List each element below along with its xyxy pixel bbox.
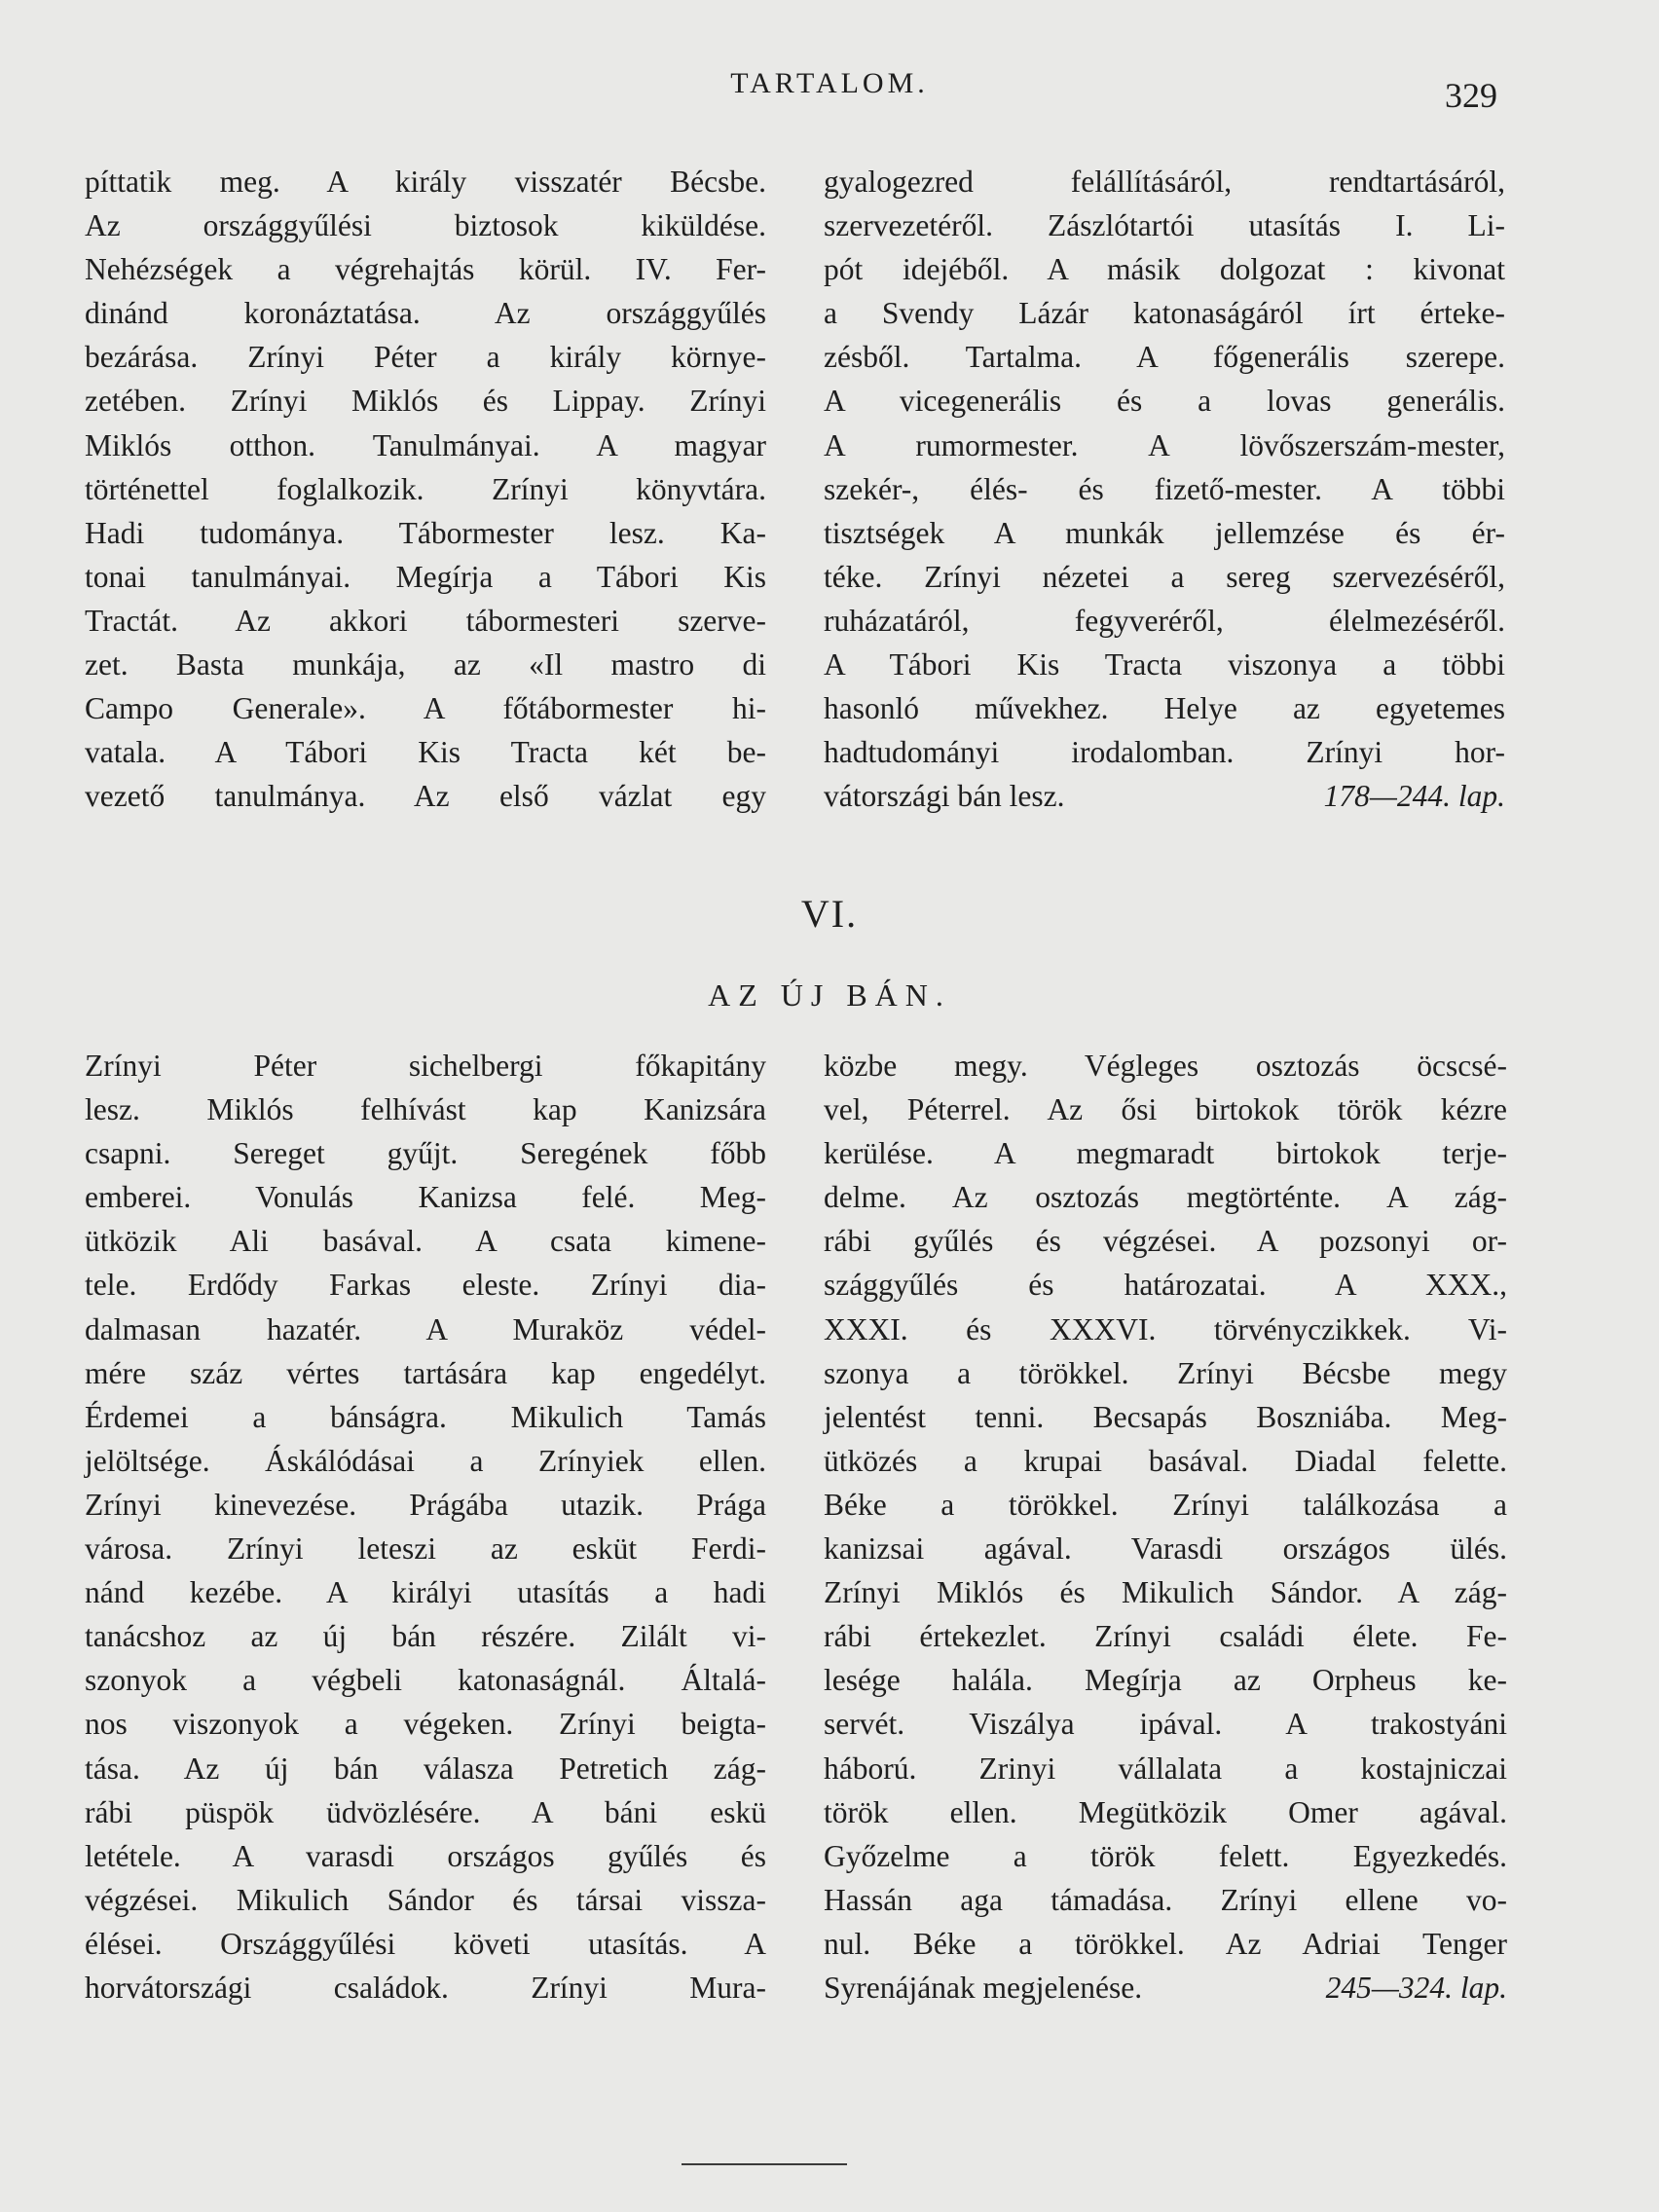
text-line: vel, Péterrel. Az ősi birtokok török kézre [824, 1092, 1507, 1127]
text-line: történettel foglalkozik. Zrínyi könyvtára. [85, 471, 766, 506]
text-line: Zrínyi kinevezése. Prágába utazik. Prága [85, 1487, 766, 1522]
page-reference: 178—244. lap. [1323, 779, 1505, 814]
text-line: kerülése. A megmaradt birtokok terje- [824, 1136, 1507, 1171]
text-line: hasonló művekhez. Helye az egyetemes [824, 691, 1505, 726]
text-line: vezető tanulmánya. Az első vázlat egy [85, 779, 766, 814]
text-line-last [824, 1966, 1507, 2009]
text-line: török ellen. Megütközik Omer agával. [824, 1794, 1507, 1829]
text-line: rábi gyűlés és végzései. A pozsonyi or- [824, 1224, 1507, 1259]
text-line: zetében. Zrínyi Miklós és Lippay. Zrínyi [85, 384, 766, 419]
section-v-right-column [824, 160, 1505, 818]
page-reference: 245—324. lap. [1325, 1970, 1507, 2005]
text-line: kanizsai agával. Varasdi országos ülés. [824, 1531, 1507, 1567]
text-line: nos viszonyok a végeken. Zrínyi beigta- [85, 1707, 766, 1742]
text-line: A vicegenerális és a lovas generális. [824, 384, 1505, 419]
text-line: vatala. A Tábori Kis Tracta két be- [85, 735, 766, 770]
footer-rule [682, 2163, 847, 2165]
text-line: Campo Generale». A főtábormester hi- [85, 691, 766, 726]
text-line: gyalogezred felállításáról, rendtartásáról, [824, 165, 1505, 199]
text-line: mére száz vértes tartására kap engedélyt. [85, 1355, 766, 1390]
text-line: zésből. Tartalma. A főgenerális szerepe. [824, 340, 1505, 375]
text-line-content: vátországi bán lesz. [824, 779, 1065, 814]
text-line: szekér-, élés- és fizető-mester. A többi [824, 471, 1505, 506]
text-line: tanácshoz az új bán részére. Zilált vi- [85, 1619, 766, 1654]
section-title: AZ ÚJ BÁN. [708, 977, 951, 1013]
text-line: emberei. Vonulás Kanizsa felé. Meg- [85, 1180, 766, 1215]
text-line: élései. Országgyűlési követi utasítás. A [85, 1926, 766, 1961]
text-line: csapni. Sereget gyűjt. Seregének főbb [85, 1136, 766, 1171]
text-line: téke. Zrínyi nézetei a sereg szervezéséről, [824, 559, 1505, 594]
text-line: Hadi tudománya. Tábormester lesz. Ka- [85, 515, 766, 550]
text-line: Tractát. Az akkori tábormesteri szerve- [85, 603, 766, 638]
text-line: bezárása. Zrínyi Péter a király környe- [85, 340, 766, 375]
page-header-title: TARTALOM. [730, 67, 929, 99]
text-line: hadtudományi irodalomban. Zrínyi hor- [824, 735, 1505, 770]
text-line-content: Syrenájának megjelenése. [824, 1970, 1143, 2005]
text-line: nánd kezébe. A királyi utasítás a hadi [85, 1575, 766, 1610]
section-vi-left-column [85, 1044, 766, 2009]
text-line: lesz. Miklós felhívást kap Kanizsára [85, 1092, 766, 1127]
text-line: városa. Zrínyi leteszi az esküt Ferdi- [85, 1531, 766, 1567]
text-line: Béke a törökkel. Zrínyi találkozása a [824, 1487, 1507, 1522]
text-line: szággyűlés és határozatai. A XXX., [824, 1268, 1507, 1303]
text-line: A rumormester. A lövőszerszám-mester, [824, 427, 1505, 462]
text-line: zet. Basta munkája, az «Il mastro di [85, 647, 766, 682]
text-line: tele. Erdődy Farkas eleste. Zrínyi dia- [85, 1268, 766, 1303]
page-number: 329 [1445, 76, 1497, 115]
text-line: dinánd koronáztatása. Az országgyűlés [85, 296, 766, 331]
text-line: dalmasan hazatér. A Muraköz védel- [85, 1311, 766, 1346]
text-line: Zrínyi Péter sichelbergi főkapitány [85, 1049, 766, 1083]
text-line: háború. Zrinyi vállalata a kostajniczai [824, 1751, 1507, 1786]
text-line: Nehézségek a végrehajtás körül. IV. Fer- [85, 252, 766, 287]
text-line: A Tábori Kis Tracta viszonya a többi [824, 647, 1505, 682]
text-line: tisztségek A munkák jellemzése és ér- [824, 515, 1505, 550]
text-line: rábi értekezlet. Zrínyi családi élete. Fe- [824, 1619, 1507, 1654]
text-line: tása. Az új bán válasza Petretich zág- [85, 1751, 766, 1786]
text-line: letétele. A varasdi országos gyűlés és [85, 1838, 766, 1873]
text-line: XXXI. és XXXVI. törvényczikkek. Vi- [824, 1311, 1507, 1346]
text-line: pót idejéből. A másik dolgozat : kivonat [824, 252, 1505, 287]
text-line: közbe megy. Végleges osztozás öcscsé- [824, 1049, 1507, 1083]
text-line: delme. Az osztozás megtörténte. A zág- [824, 1180, 1507, 1215]
text-line: jelöltsége. Áskálódásai a Zrínyiek ellen. [85, 1443, 766, 1478]
text-line: nul. Béke a törökkel. Az Adriai Tenger [824, 1926, 1507, 1961]
section-vi-right-column [824, 1044, 1507, 2009]
text-line: Az országgyűlési biztosok kiküldése. [85, 208, 766, 243]
text-line: horvátországi családok. Zrínyi Mura- [85, 1970, 766, 2005]
text-line: píttatik meg. A király visszatér Bécsbe. [85, 165, 766, 199]
text-line: végzései. Mikulich Sándor és társai vissza- [85, 1882, 766, 1917]
text-line: Miklós otthon. Tanulmányai. A magyar [85, 427, 766, 462]
text-line: rábi püspök üdvözlésére. A báni eskü [85, 1794, 766, 1829]
section-v-left-column [85, 160, 766, 818]
text-line: Érdemei a bánságra. Mikulich Tamás [85, 1399, 766, 1434]
text-line: Győzelme a török felett. Egyezkedés. [824, 1838, 1507, 1873]
text-line: szervezetéről. Zászlótartói utasítás I. Li- [824, 208, 1505, 243]
text-line: szonya a törökkel. Zrínyi Bécsbe megy [824, 1355, 1507, 1390]
text-line: Hassán aga támadása. Zrínyi ellene vo- [824, 1882, 1507, 1917]
text-line: lesége halála. Megírja az Orpheus ke- [824, 1663, 1507, 1698]
text-line: jelentést tenni. Becsapás Boszniába. Meg- [824, 1399, 1507, 1434]
text-line: ütközés a krupai basával. Diadal felette. [824, 1443, 1507, 1478]
text-line: ruházatáról, fegyveréről, élelmezéséről. [824, 603, 1505, 638]
text-line: servét. Viszálya ipával. A trakostyáni [824, 1707, 1507, 1742]
text-line-last [824, 774, 1505, 818]
text-line: Zrínyi Miklós és Mikulich Sándor. A zág- [824, 1575, 1507, 1610]
text-line: tonai tanulmányai. Megírja a Tábori Kis [85, 559, 766, 594]
section-numeral: VI. [800, 892, 859, 936]
text-line: a Svendy Lázár katonaságáról írt érteke- [824, 296, 1505, 331]
text-line: szonyok a végbeli katonaságnál. Általá- [85, 1663, 766, 1698]
text-line: ütközik Ali basával. A csata kimene- [85, 1224, 766, 1259]
